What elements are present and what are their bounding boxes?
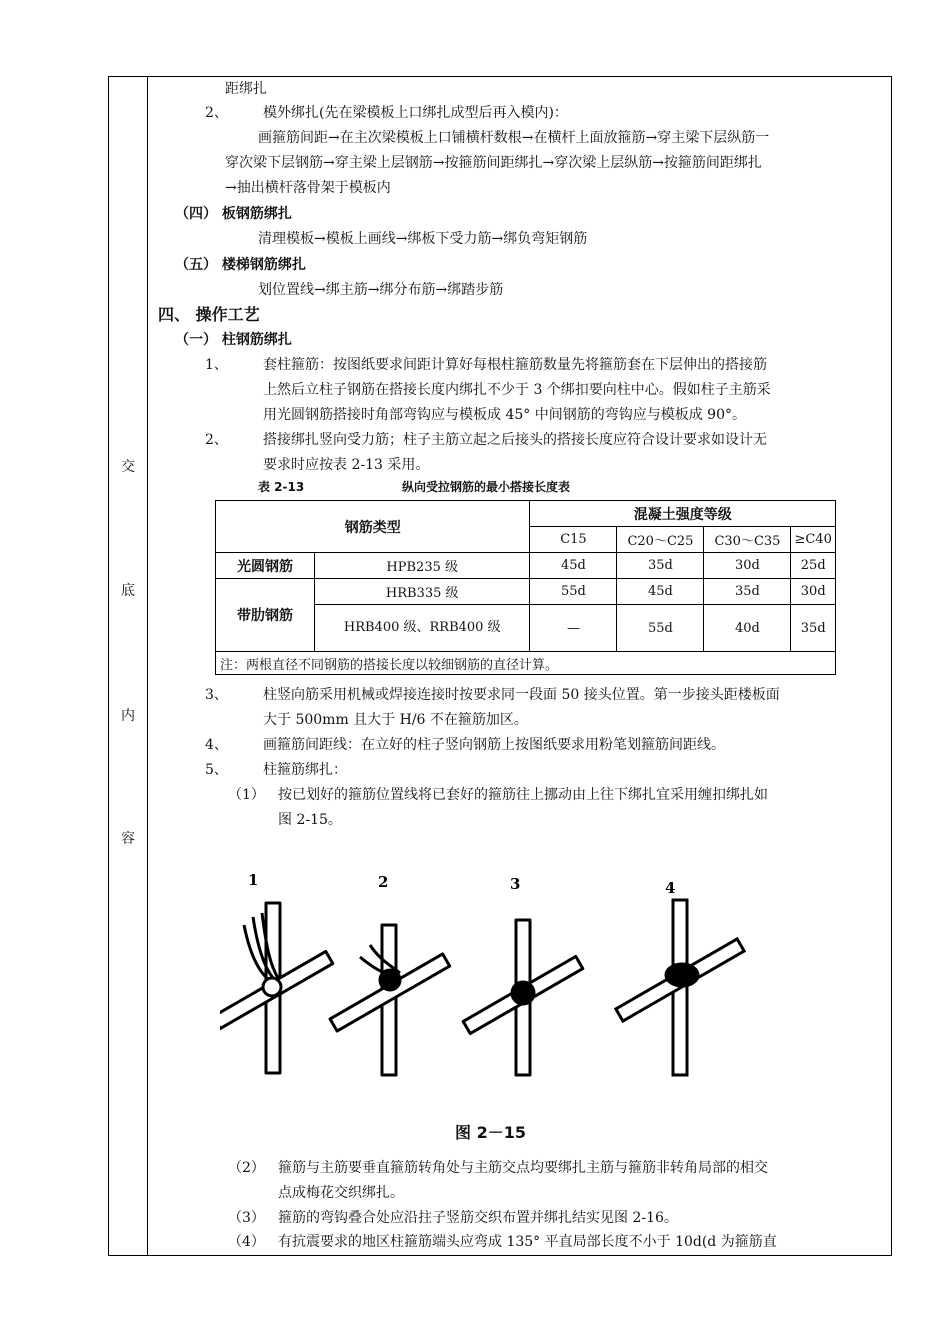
grade-cell: C15 xyxy=(530,527,617,553)
side-label-1: 交 xyxy=(121,459,135,475)
text-line: →抽出横杆落骨架于模板内 xyxy=(225,180,391,196)
side-label-3: 内 xyxy=(121,708,135,724)
item-number: 5、 xyxy=(205,762,228,778)
table-row xyxy=(216,553,836,579)
text-line: 距绑扎 xyxy=(225,81,267,97)
text-line: 柱箍筋绑扎： xyxy=(263,762,347,778)
table-row xyxy=(216,579,836,605)
text-line: 有抗震要求的地区柱箍筋端头应弯成 135° 平直局部长度不小于 10d(d 为箍筋直 xyxy=(278,1234,777,1250)
section-heading: （五） 楼梯钢筋绑扎 xyxy=(175,257,306,273)
value-cell: 35d xyxy=(791,605,836,652)
value-cell: 25d xyxy=(791,553,836,579)
item-number: 1、 xyxy=(205,357,228,373)
tie-diagram-2 xyxy=(330,925,450,1075)
text-line: 穿次梁下层钢筋→穿主梁上层钢筋→按箍筋间距绑扎→穿次梁上层纵筋→按箍筋间距绑扎 xyxy=(225,155,762,171)
table-title: 纵向受拉钢筋的最小搭接长度表 xyxy=(402,480,571,494)
group-ribbed-bar: 带肋钢筋 xyxy=(216,579,315,652)
section-heading: （四） 板钢筋绑扎 xyxy=(175,206,292,222)
figure-label-2: 2 xyxy=(378,873,389,891)
rebar-name: HRB400 级、RRB400 级 xyxy=(315,605,530,652)
side-label-4: 容 xyxy=(121,831,135,847)
value-cell: 30d xyxy=(704,553,791,579)
sub-item-number: （1） xyxy=(228,787,265,803)
value-cell: 45d xyxy=(617,579,704,605)
grade-cell: C20～C25 xyxy=(617,527,704,553)
text-line: 用光圆钢筋搭接时角部弯钩应与模板成 45° 中间钢筋的弯钩应与模板成 90°。 xyxy=(263,407,746,423)
table-note: 注：两根直径不同钢筋的搭接长度以较细钢筋的直径计算。 xyxy=(216,652,836,675)
group-plain-bar: 光圆钢筋 xyxy=(216,553,315,579)
value-cell: 55d xyxy=(617,605,704,652)
text-line: 要求时应按表 2-13 采用。 xyxy=(263,457,430,473)
text-line: 箍筋与主筋要垂直箍筋转角处与主筋交点均要绑扎主筋与箍筋非转角局部的相交 xyxy=(278,1160,768,1176)
text-line: 大于 500mm 且大于 H/6 不在箍筋加区。 xyxy=(263,712,528,728)
lap-length-table xyxy=(215,500,836,675)
item-number: 2、 xyxy=(205,432,228,448)
header-rebar-type: 钢筋类型 xyxy=(216,501,530,553)
value-cell: 30d xyxy=(791,579,836,605)
value-cell: 35d xyxy=(704,579,791,605)
grade-cell: C30～C35 xyxy=(704,527,791,553)
header-concrete-grade: 混凝土强度等级 xyxy=(530,501,836,527)
text-line: 柱竖向筋采用机械或焊接连接时按要求同一段面 50 接头位置。第一步接头距楼板面 xyxy=(263,687,780,703)
text-line: 搭接绑扎竖向受力筋；柱子主筋立起之后接头的搭接长度应符合设计要求如设计无 xyxy=(263,432,767,448)
side-label-2: 底 xyxy=(121,583,135,599)
tie-diagram-4 xyxy=(225,905,239,1075)
text-line: 箍筋的弯钩叠合处应沿拄子竖筋交织布置并绑扎结实见图 2-16。 xyxy=(278,1210,678,1226)
value-cell: 40d xyxy=(704,605,791,652)
figure-label-1: 1 xyxy=(248,871,259,889)
sub-item-number: （4） xyxy=(228,1234,265,1250)
value-cell: 35d xyxy=(617,553,704,579)
text-line: 划位置线→绑主筋→绑分布筋→绑踏步筋 xyxy=(258,282,504,298)
figure-label-4: 4 xyxy=(665,879,676,897)
text-line: 清理模板→模板上画线→绑板下受力筋→绑负弯矩钢筋 xyxy=(258,231,588,247)
item-number: 4、 xyxy=(205,737,228,753)
text-line: 画箍筋间距→在主次梁模板上口铺横杆数根→在横杆上面放箍筋→穿主梁下层纵筋一 xyxy=(258,130,770,146)
figure-label-3: 3 xyxy=(510,875,521,893)
text-line: 模外绑扎(先在梁模板上口绑扎成型后再入模内)： xyxy=(263,105,568,121)
value-cell: 45d xyxy=(530,553,617,579)
tie-diagram-4-drawing xyxy=(600,880,760,1090)
text-line: 上然后立柱子钢筋在搭接长度内绑扎不少于 3 个绑扣要向柱中心。假如柱子主筋采 xyxy=(263,382,771,398)
item-number: 2、 xyxy=(205,105,228,121)
value-cell: — xyxy=(530,605,617,652)
text-line: 图 2-15。 xyxy=(278,812,342,828)
rebar-name: HPB235 级 xyxy=(315,553,530,579)
figure-caption: 图 2－15 xyxy=(455,1123,526,1142)
text-line: 点成梅花交织绑扎。 xyxy=(278,1185,404,1201)
text-line: 套柱箍筋：按图纸要求间距计算好每根柱箍筋数量先将箍筋套在下层伸出的搭接筋 xyxy=(263,357,767,373)
tie-diagram-3 xyxy=(463,920,583,1075)
rebar-name: HRB335 级 xyxy=(315,579,530,605)
grade-cell: ≥C40 xyxy=(791,527,836,553)
section-heading: （一） 柱钢筋绑扎 xyxy=(175,332,292,348)
item-number: 3、 xyxy=(205,687,228,703)
value-cell: 55d xyxy=(530,579,617,605)
chapter-heading: 四、 操作工艺 xyxy=(158,305,260,324)
text-line: 按已划好的箍筋位置线将已套好的箍筋往上挪动由上往下绑扎宜采用缠扣绑扎如 xyxy=(278,787,768,803)
sub-item-number: （3） xyxy=(228,1210,265,1226)
text-line: 画箍筋间距线：在立好的柱子竖向钢筋上按图纸要求用粉笔划箍筋间距线。 xyxy=(263,737,725,753)
table-number: 表 2-13 xyxy=(258,480,305,494)
column-divider xyxy=(147,76,148,1256)
sub-item-number: （2） xyxy=(228,1160,265,1176)
